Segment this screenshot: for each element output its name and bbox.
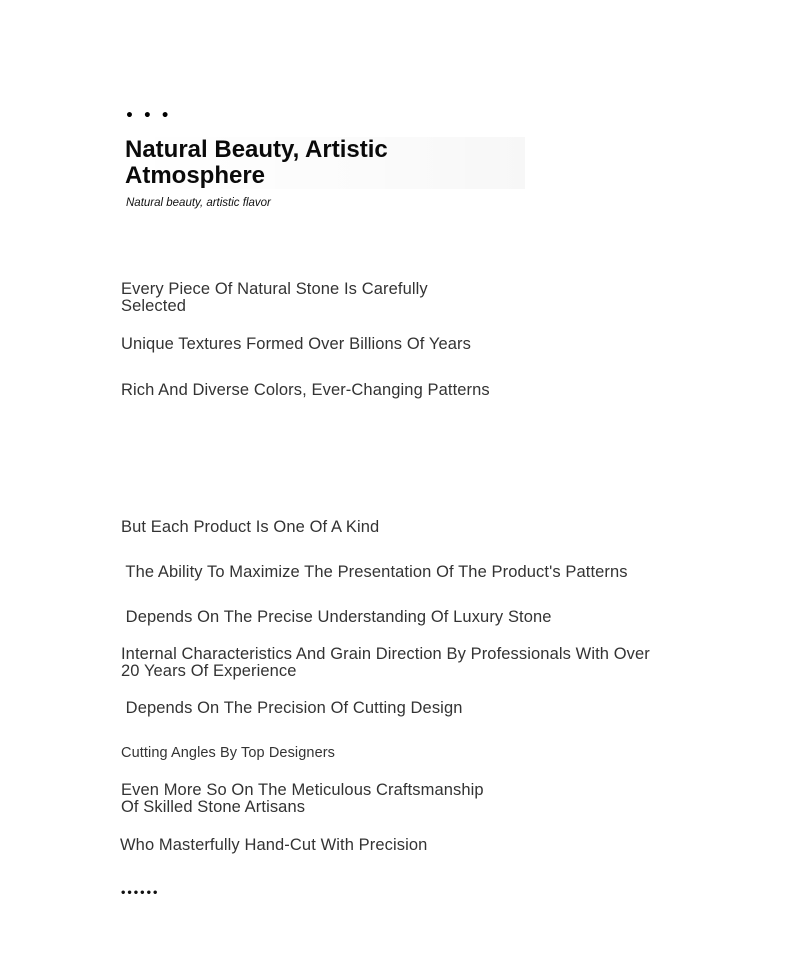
page-title: Natural Beauty, Artistic Atmosphere — [125, 137, 525, 189]
decorative-dots-bottom: •••••• — [120, 888, 159, 899]
detail-line-depends-cutting: Depends On The Precision Of Cutting Design — [121, 699, 463, 717]
detail-line-handcut: Who Masterfully Hand-Cut With Precision — [120, 836, 428, 854]
page-subtitle: Natural beauty, artistic flavor — [126, 197, 271, 209]
detail-line-ability: The Ability To Maximize The Presentation Of The Product's Patterns — [121, 563, 628, 581]
decorative-dots-top: • • • — [125, 108, 172, 124]
intro-line-selected: Every Piece Of Natural Stone Is Carefully Selected — [121, 280, 428, 315]
detail-line-kind: But Each Product Is One Of A Kind — [121, 518, 380, 536]
detail-line-internal: Internal Characteristics And Grain Direction By Professionals With Over 20 Years Of Experience — [121, 645, 650, 680]
intro-line-colors: Rich And Diverse Colors, Ever-Changing Patterns — [121, 381, 490, 399]
detail-line-craftsmanship: Even More So On The Meticulous Craftsmanship Of Skilled Stone Artisans — [121, 781, 484, 816]
intro-line-textures: Unique Textures Formed Over Billions Of Years — [121, 335, 471, 353]
detail-line-angles: Cutting Angles By Top Designers — [121, 745, 336, 761]
detail-line-depends-stone: Depends On The Precise Understanding Of Luxury Stone — [121, 608, 552, 626]
